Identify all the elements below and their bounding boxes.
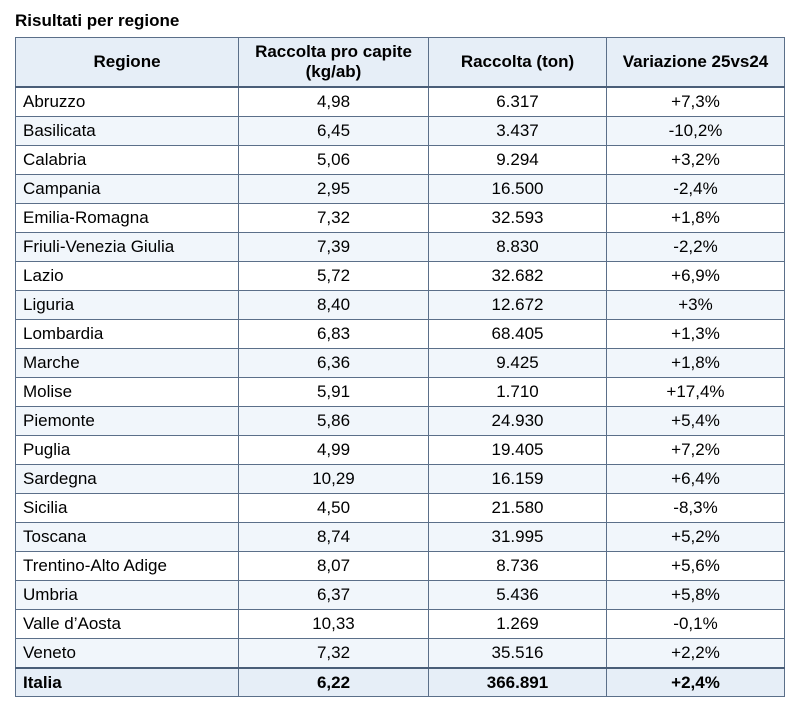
cell-variazione: -0,1% — [607, 610, 785, 639]
table-row — [16, 407, 785, 436]
cell-pro-capite: 8,40 — [239, 291, 429, 320]
table-footer — [16, 668, 785, 697]
cell-variazione: +3,2% — [607, 146, 785, 175]
table-row — [16, 175, 785, 204]
cell-pro-capite: 8,74 — [239, 523, 429, 552]
table-row — [16, 581, 785, 610]
table-row — [16, 610, 785, 639]
cell-pro-capite: 4,50 — [239, 494, 429, 523]
cell-variazione: +6,4% — [607, 465, 785, 494]
cell-pro-capite: 10,33 — [239, 610, 429, 639]
cell-regione: Lombardia — [16, 320, 239, 349]
cell-variazione: -8,3% — [607, 494, 785, 523]
cell-raccolta: 5.436 — [429, 581, 607, 610]
cell-pro-capite: 4,99 — [239, 436, 429, 465]
total-pro-capite: 6,22 — [239, 668, 429, 697]
cell-raccolta: 32.593 — [429, 204, 607, 233]
cell-regione: Sardegna — [16, 465, 239, 494]
total-regione: Italia — [16, 668, 239, 697]
cell-raccolta: 68.405 — [429, 320, 607, 349]
header-variazione: Variazione 25vs24 — [607, 38, 785, 88]
cell-pro-capite: 7,39 — [239, 233, 429, 262]
cell-regione: Campania — [16, 175, 239, 204]
cell-raccolta: 8.736 — [429, 552, 607, 581]
cell-raccolta: 8.830 — [429, 233, 607, 262]
cell-regione: Valle d’Aosta — [16, 610, 239, 639]
table-body — [16, 87, 785, 668]
cell-pro-capite: 10,29 — [239, 465, 429, 494]
table-row — [16, 233, 785, 262]
cell-regione: Basilicata — [16, 117, 239, 146]
cell-regione: Trentino-Alto Adige — [16, 552, 239, 581]
cell-variazione: +1,8% — [607, 349, 785, 378]
table-row — [16, 494, 785, 523]
cell-raccolta: 12.672 — [429, 291, 607, 320]
cell-regione: Emilia-Romagna — [16, 204, 239, 233]
total-row — [16, 668, 785, 697]
cell-regione: Calabria — [16, 146, 239, 175]
cell-raccolta: 1.269 — [429, 610, 607, 639]
cell-variazione: +17,4% — [607, 378, 785, 407]
cell-pro-capite: 2,95 — [239, 175, 429, 204]
cell-regione: Lazio — [16, 262, 239, 291]
cell-pro-capite: 7,32 — [239, 204, 429, 233]
cell-pro-capite: 5,91 — [239, 378, 429, 407]
cell-raccolta: 9.294 — [429, 146, 607, 175]
cell-raccolta: 6.317 — [429, 87, 607, 117]
cell-regione: Piemonte — [16, 407, 239, 436]
header-regione: Regione — [16, 38, 239, 88]
table-row — [16, 146, 785, 175]
table-row — [16, 639, 785, 669]
cell-regione: Friuli-Venezia Giulia — [16, 233, 239, 262]
cell-raccolta: 35.516 — [429, 639, 607, 669]
table-row — [16, 87, 785, 117]
cell-variazione: +6,9% — [607, 262, 785, 291]
cell-raccolta: 16.159 — [429, 465, 607, 494]
cell-regione: Molise — [16, 378, 239, 407]
cell-pro-capite: 5,72 — [239, 262, 429, 291]
table-row — [16, 349, 785, 378]
cell-regione: Liguria — [16, 291, 239, 320]
cell-raccolta: 1.710 — [429, 378, 607, 407]
header-raccolta: Raccolta (ton) — [429, 38, 607, 88]
table-row — [16, 320, 785, 349]
cell-regione: Marche — [16, 349, 239, 378]
cell-raccolta: 16.500 — [429, 175, 607, 204]
table-row — [16, 117, 785, 146]
page-title: Risultati per regione — [15, 11, 180, 30]
cell-pro-capite: 6,36 — [239, 349, 429, 378]
table-row — [16, 262, 785, 291]
table-row — [16, 378, 785, 407]
results-table — [15, 37, 785, 697]
header-row — [16, 38, 785, 88]
cell-variazione: -10,2% — [607, 117, 785, 146]
cell-raccolta: 21.580 — [429, 494, 607, 523]
cell-regione: Toscana — [16, 523, 239, 552]
cell-pro-capite: 6,83 — [239, 320, 429, 349]
table-row — [16, 465, 785, 494]
cell-raccolta: 19.405 — [429, 436, 607, 465]
cell-pro-capite: 6,45 — [239, 117, 429, 146]
cell-variazione: +7,3% — [607, 87, 785, 117]
cell-pro-capite: 7,32 — [239, 639, 429, 669]
cell-regione: Abruzzo — [16, 87, 239, 117]
table-row — [16, 436, 785, 465]
cell-pro-capite: 8,07 — [239, 552, 429, 581]
cell-pro-capite: 6,37 — [239, 581, 429, 610]
table-header — [16, 38, 785, 88]
table-row — [16, 552, 785, 581]
cell-variazione: +5,8% — [607, 581, 785, 610]
cell-raccolta: 24.930 — [429, 407, 607, 436]
cell-raccolta: 9.425 — [429, 349, 607, 378]
cell-variazione: -2,2% — [607, 233, 785, 262]
cell-variazione: -2,4% — [607, 175, 785, 204]
cell-variazione: +1,8% — [607, 204, 785, 233]
cell-regione: Veneto — [16, 639, 239, 669]
total-variazione: +2,4% — [607, 668, 785, 697]
cell-raccolta: 32.682 — [429, 262, 607, 291]
table-row — [16, 291, 785, 320]
cell-pro-capite: 5,06 — [239, 146, 429, 175]
cell-variazione: +2,2% — [607, 639, 785, 669]
cell-variazione: +1,3% — [607, 320, 785, 349]
table-row — [16, 204, 785, 233]
cell-pro-capite: 5,86 — [239, 407, 429, 436]
cell-regione: Sicilia — [16, 494, 239, 523]
cell-variazione: +3% — [607, 291, 785, 320]
header-pro-capite: Raccolta pro capite (kg/ab) — [239, 38, 429, 88]
cell-raccolta: 31.995 — [429, 523, 607, 552]
cell-regione: Umbria — [16, 581, 239, 610]
cell-variazione: +7,2% — [607, 436, 785, 465]
cell-pro-capite: 4,98 — [239, 87, 429, 117]
cell-raccolta: 3.437 — [429, 117, 607, 146]
table-row — [16, 523, 785, 552]
total-raccolta: 366.891 — [429, 668, 607, 697]
cell-variazione: +5,6% — [607, 552, 785, 581]
cell-variazione: +5,4% — [607, 407, 785, 436]
cell-regione: Puglia — [16, 436, 239, 465]
cell-variazione: +5,2% — [607, 523, 785, 552]
